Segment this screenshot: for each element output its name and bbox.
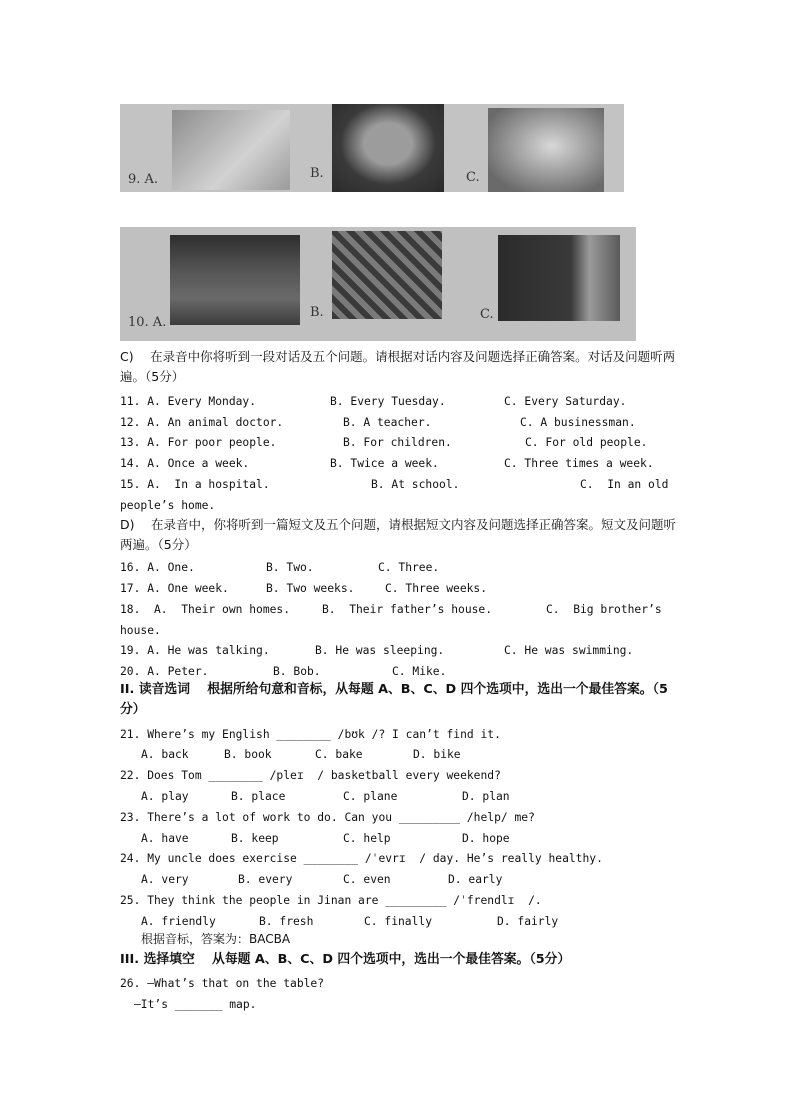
q21-option-c: C. bake bbox=[315, 748, 363, 761]
q24-option-b: B. every bbox=[238, 873, 293, 886]
question-10-pictures bbox=[120, 227, 636, 341]
q17-option-b: B. Two weeks. bbox=[266, 582, 355, 595]
q12-option-a: 12. A. An animal doctor. bbox=[120, 416, 284, 429]
q13-option-b: B. For children. bbox=[343, 436, 452, 449]
q14-option-b: B. Twice a week. bbox=[330, 457, 439, 470]
q22-option-c: C. plane bbox=[343, 790, 398, 803]
q26-question: 26. —What’s that on the table? bbox=[120, 977, 325, 990]
q23-option-b: B. keep bbox=[231, 832, 279, 845]
section-ii-heading: II. 读音选词 根据所给句意和音标，从每题 A、B、C、D 四个选项中，选出一个最佳答案。（5分） bbox=[120, 682, 668, 717]
label-10c: C. bbox=[480, 307, 494, 322]
q25-stem: 25. They think the people in Jinan are _________ /ˈfrendlɪ /. bbox=[120, 894, 542, 907]
q21-option-a: A. back bbox=[141, 748, 189, 761]
section-iii-heading: III. 选择填空 从每题 A、B、C、D 四个选项中，选出一个最佳答案。（5分） bbox=[120, 952, 571, 967]
q13-option-a: 13. A. For poor people. bbox=[120, 436, 277, 449]
label-9c: C. bbox=[466, 170, 480, 185]
picture-9a bbox=[172, 110, 290, 190]
q14-option-a: 14. A. Once a week. bbox=[120, 457, 250, 470]
label-10a: 10. A. bbox=[128, 315, 167, 330]
q18-option-a: 18. A. Their own homes. bbox=[120, 603, 291, 616]
q20-option-b: B. Bob. bbox=[273, 665, 321, 678]
q25-option-b: B. fresh bbox=[259, 915, 314, 928]
q24-stem: 24. My uncle does exercise ________ /ˈevrɪ / day. He’s really healthy. bbox=[120, 852, 603, 865]
q22-option-a: A. play bbox=[141, 790, 189, 803]
section-c-heading: C) 在录音中你将听到一段对话及五个问题。请根据对话内容及问题选择正确答案。对话及问题听两遍。（5分） bbox=[120, 349, 676, 384]
q16-option-c: C. Three. bbox=[378, 561, 440, 574]
q20-option-c: C. Mike. bbox=[392, 665, 447, 678]
picture-10b bbox=[332, 231, 442, 319]
label-9a: 9. A. bbox=[128, 172, 159, 187]
q11-option-b: B. Every Tuesday. bbox=[330, 395, 446, 408]
q16-option-b: B. Two. bbox=[266, 561, 314, 574]
q25-option-c: C. finally bbox=[364, 915, 433, 928]
q11-option-a: 11. A. Every Monday. bbox=[120, 395, 257, 408]
q11-option-c: C. Every Saturday. bbox=[504, 395, 627, 408]
picture-10a bbox=[170, 235, 300, 325]
q23-stem: 23. There’s a lot of work to do. Can you _________ /help/ me? bbox=[120, 811, 535, 824]
q25-option-a: A. friendly bbox=[141, 915, 216, 928]
question-9-pictures bbox=[120, 104, 624, 192]
q15-option-c: C. In an old bbox=[580, 478, 669, 491]
q18-option-b: B. Their father’s house. bbox=[322, 603, 493, 616]
q19-option-b: B. He was sleeping. bbox=[315, 644, 445, 657]
section-ii-answer: 根据音标，答案为：BACBA bbox=[141, 932, 291, 946]
q15-option-c-continued: people’s home. bbox=[120, 499, 216, 512]
picture-9b bbox=[332, 104, 444, 192]
q18-option-c-continued: house. bbox=[120, 624, 161, 637]
label-9b: B. bbox=[310, 166, 324, 181]
q20-option-a: 20. A. Peter. bbox=[120, 665, 209, 678]
q24-option-c: C. even bbox=[343, 873, 391, 886]
q18-option-c: C. Big brother’s bbox=[546, 603, 662, 616]
q21-option-b: B. book bbox=[224, 748, 272, 761]
q24-option-a: A. very bbox=[141, 873, 189, 886]
q15-option-a: 15. A. In a hospital. bbox=[120, 478, 270, 491]
picture-9c bbox=[488, 108, 604, 192]
section-d-heading: D) 在录音中，你将听到一篇短文及五个问题，请根据短文内容及问题选择正确答案。短文及问题听两遍。（5分） bbox=[120, 517, 676, 552]
q21-option-d: D. bike bbox=[413, 748, 461, 761]
q19-option-c: C. He was swimming. bbox=[504, 644, 634, 657]
q25-option-d: D. fairly bbox=[497, 915, 559, 928]
q12-option-b: B. A teacher. bbox=[343, 416, 432, 429]
q15-option-b: B. At school. bbox=[371, 478, 460, 491]
q14-option-c: C. Three times a week. bbox=[504, 457, 654, 470]
q22-option-d: D. plan bbox=[462, 790, 510, 803]
q23-option-a: A. have bbox=[141, 832, 189, 845]
q19-option-a: 19. A. He was talking. bbox=[120, 644, 270, 657]
q21-stem: 21. Where’s my English ________ /bʊk /? I can’t find it. bbox=[120, 728, 501, 741]
q23-option-c: C. help bbox=[343, 832, 391, 845]
q16-option-a: 16. A. One. bbox=[120, 561, 195, 574]
q22-stem: 22. Does Tom ________ /pleɪ / basketball every weekend? bbox=[120, 769, 501, 782]
q24-option-d: D. early bbox=[448, 873, 503, 886]
q17-option-a: 17. A. One week. bbox=[120, 582, 229, 595]
q17-option-c: C. Three weeks. bbox=[385, 582, 488, 595]
q22-option-b: B. place bbox=[231, 790, 286, 803]
q23-option-d: D. hope bbox=[462, 832, 510, 845]
picture-10c bbox=[498, 235, 620, 321]
q12-option-c: C. A businessman. bbox=[520, 416, 636, 429]
q13-option-c: C. For old people. bbox=[525, 436, 648, 449]
label-10b: B. bbox=[310, 305, 324, 320]
q26-answer-line: —It’s _______ map. bbox=[134, 998, 257, 1011]
